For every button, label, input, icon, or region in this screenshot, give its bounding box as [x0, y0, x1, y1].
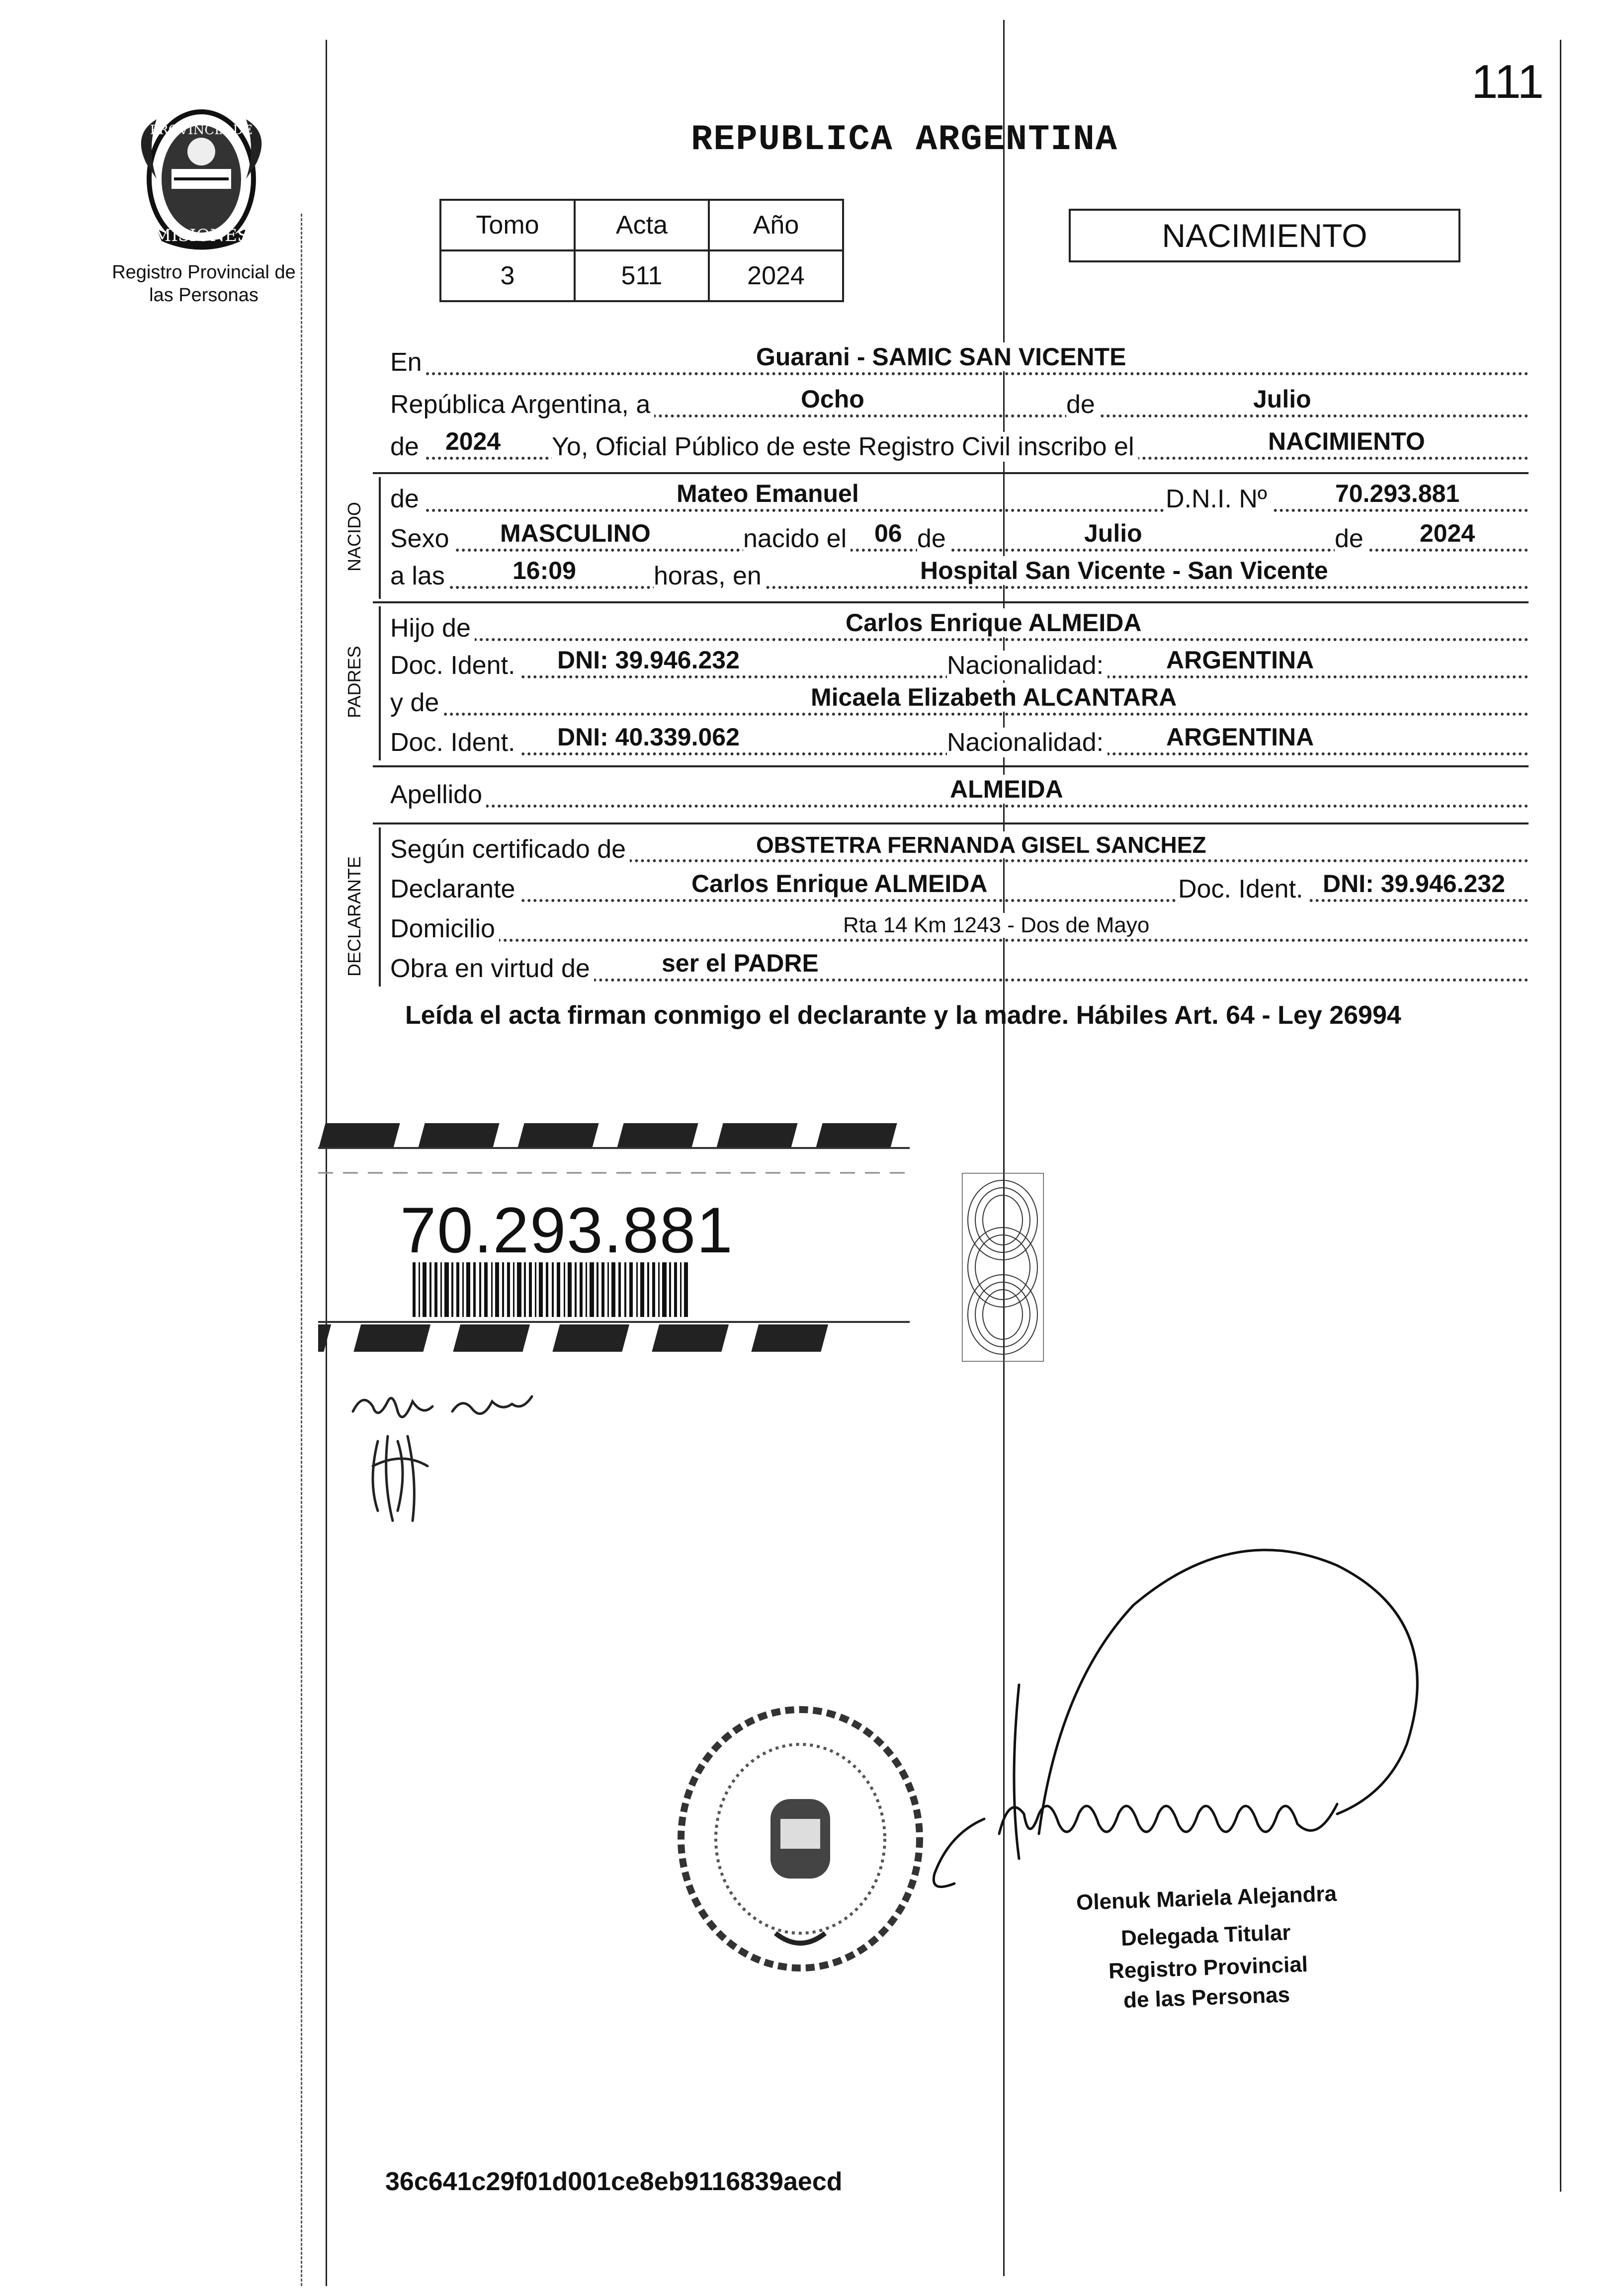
value-month: Julio — [1250, 385, 1314, 413]
book-value-tomo: 3 — [440, 250, 575, 301]
declarante-section-line — [379, 827, 381, 986]
sticker-bottom-band — [318, 1322, 910, 1352]
padres-section-label: PADRES — [344, 646, 364, 718]
row-address — [390, 907, 1529, 947]
label-republica: República Argentina, a — [390, 390, 654, 419]
declarant-signature — [348, 1382, 572, 1531]
book-value-acta: 511 — [575, 250, 709, 301]
registry-name: Registro Provincial de las Personas — [112, 262, 296, 306]
label-father-doc: Doc. Ident. — [390, 651, 519, 680]
label-de: de — [1066, 390, 1099, 419]
value-place: Guarani - SAMIC SAN VICENTE — [753, 342, 1129, 371]
row-reason — [390, 947, 1529, 986]
value-declarant-doc: DNI: 39.946.232 — [1320, 869, 1508, 898]
label-de-year: de — [390, 432, 423, 462]
divider-padres-top — [373, 601, 1529, 603]
label-father-nationality: Nacionalidad: — [947, 651, 1108, 680]
statement-text: Yo, Oficial Público de este Registro Civil inscribo el — [552, 432, 1138, 462]
left-margin-dashed-line — [301, 214, 302, 2286]
value-father-doc: DNI: 39.946.232 — [554, 646, 743, 674]
label-en: En — [390, 347, 426, 377]
svg-text:PROVINCIA DE: PROVINCIA DE — [150, 123, 253, 138]
row-sex-birth — [390, 517, 1529, 557]
official-seal — [671, 1700, 930, 1978]
label-y-de: y de — [390, 688, 443, 718]
label-apellido: Apellido — [390, 780, 486, 810]
id-sticker-number: 70.293.881 — [400, 1194, 734, 1266]
document-hash: 36c641c29f01d001ce8eb9116839aecd — [385, 2167, 843, 2196]
value-child-name: Mateo Emanuel — [674, 479, 862, 508]
value-reason: ser el PADRE — [659, 949, 822, 978]
value-event: NACIMIENTO — [1265, 427, 1428, 456]
row-mother-name — [390, 681, 1529, 721]
book-header-tomo: Tomo — [440, 200, 575, 250]
divider-declarante-top — [373, 822, 1529, 824]
book-header-ano: Año — [709, 200, 843, 250]
label-dni: D.N.I. Nº — [1166, 484, 1271, 514]
country-title: REPUBLICA ARGENTINA — [691, 119, 1118, 160]
act-type-box: NACIMIENTO — [1069, 209, 1460, 262]
label-de-name: de — [390, 484, 423, 514]
right-margin-line — [1560, 40, 1561, 2192]
label-a-las: a las — [390, 561, 449, 591]
value-declarant-name: Carlos Enrique ALMEIDA — [688, 869, 990, 898]
row-father-doc — [390, 644, 1529, 683]
label-sexo: Sexo — [390, 524, 453, 554]
declarante-section-label: DECLARANTE — [344, 856, 364, 977]
closing-statement: Leída el acta firman conmigo el declarante y la madre. Hábiles Art. 64 - Ley 26994 — [405, 1001, 1401, 1030]
row-place — [390, 340, 1529, 380]
label-mother-nationality: Nacionalidad: — [947, 728, 1108, 757]
svg-text:MISIONES: MISIONES — [154, 226, 249, 246]
value-sex: MASCULINO — [497, 519, 654, 548]
label-segun: Según certificado de — [390, 834, 630, 864]
officer-title-personas: de las Personas — [1123, 1982, 1290, 2013]
row-date — [390, 383, 1529, 422]
label-obra: Obra en virtud de — [390, 954, 594, 984]
divider-apellido-top — [373, 765, 1529, 767]
row-statement — [390, 425, 1529, 465]
value-birth-place: Hospital San Vicente - San Vicente — [917, 556, 1331, 585]
value-child-dni: 70.293.881 — [1332, 479, 1462, 508]
label-declarante: Declarante — [390, 874, 519, 904]
value-birth-day: 06 — [871, 519, 905, 548]
value-day-words: Ocho — [798, 385, 867, 413]
row-child-name — [390, 477, 1529, 517]
value-apellido: ALMEIDA — [947, 775, 1066, 804]
value-father-name: Carlos Enrique ALMEIDA — [843, 608, 1144, 637]
page-number: 111 — [1471, 55, 1544, 108]
value-birth-month: Julio — [1081, 519, 1145, 548]
label-horas: horas, en — [654, 561, 766, 591]
officer-signature — [910, 1536, 1486, 1913]
sticker-top-band — [318, 1123, 910, 1148]
row-apellido — [390, 773, 1529, 813]
value-father-nationality: ARGENTINA — [1163, 646, 1317, 674]
book-reference-table — [439, 199, 844, 302]
row-time-place — [390, 554, 1529, 594]
officer-name: Olenuk Mariela Alejandra — [1076, 1881, 1337, 1915]
row-father-name — [390, 606, 1529, 646]
label-de-month: de — [917, 524, 950, 554]
row-certificate — [390, 827, 1529, 867]
value-mother-name: Micaela Elizabeth ALCANTARA — [808, 683, 1180, 712]
label-de-birthyear: de — [1335, 524, 1367, 554]
label-mother-doc: Doc. Ident. — [390, 728, 519, 757]
officer-title-delegada: Delegada Titular — [1120, 1920, 1291, 1951]
book-header-acta: Acta — [575, 200, 709, 250]
barcode — [413, 1262, 688, 1317]
row-mother-doc — [390, 721, 1529, 760]
value-mother-doc: DNI: 40.339.062 — [554, 723, 743, 751]
province-crest-logo — [127, 104, 276, 253]
value-address: Rta 14 Km 1243 - Dos de Mayo — [840, 913, 1152, 938]
book-value-ano: 2024 — [709, 250, 843, 301]
label-hijo-de: Hijo de — [390, 613, 475, 643]
label-declarant-doc: Doc. Ident. — [1178, 874, 1307, 904]
security-pattern — [962, 1173, 1044, 1362]
label-nacido-el: nacido el — [743, 524, 851, 554]
divider-nacido-top — [373, 472, 1529, 474]
officer-title-registro: Registro Provincial — [1108, 1952, 1308, 1983]
value-birth-year: 2024 — [1417, 519, 1478, 548]
value-time: 16:09 — [510, 556, 579, 585]
nacido-section-label: NACIDO — [344, 501, 364, 572]
row-declarant — [390, 867, 1529, 907]
value-certificate: OBSTETRA FERNANDA GISEL SANCHEZ — [753, 831, 1209, 858]
value-mother-nationality: ARGENTINA — [1163, 723, 1317, 751]
value-year: 2024 — [442, 427, 504, 456]
padres-section-line — [379, 606, 381, 760]
label-domicilio: Domicilio — [390, 914, 499, 944]
nacido-section-line — [379, 477, 381, 599]
